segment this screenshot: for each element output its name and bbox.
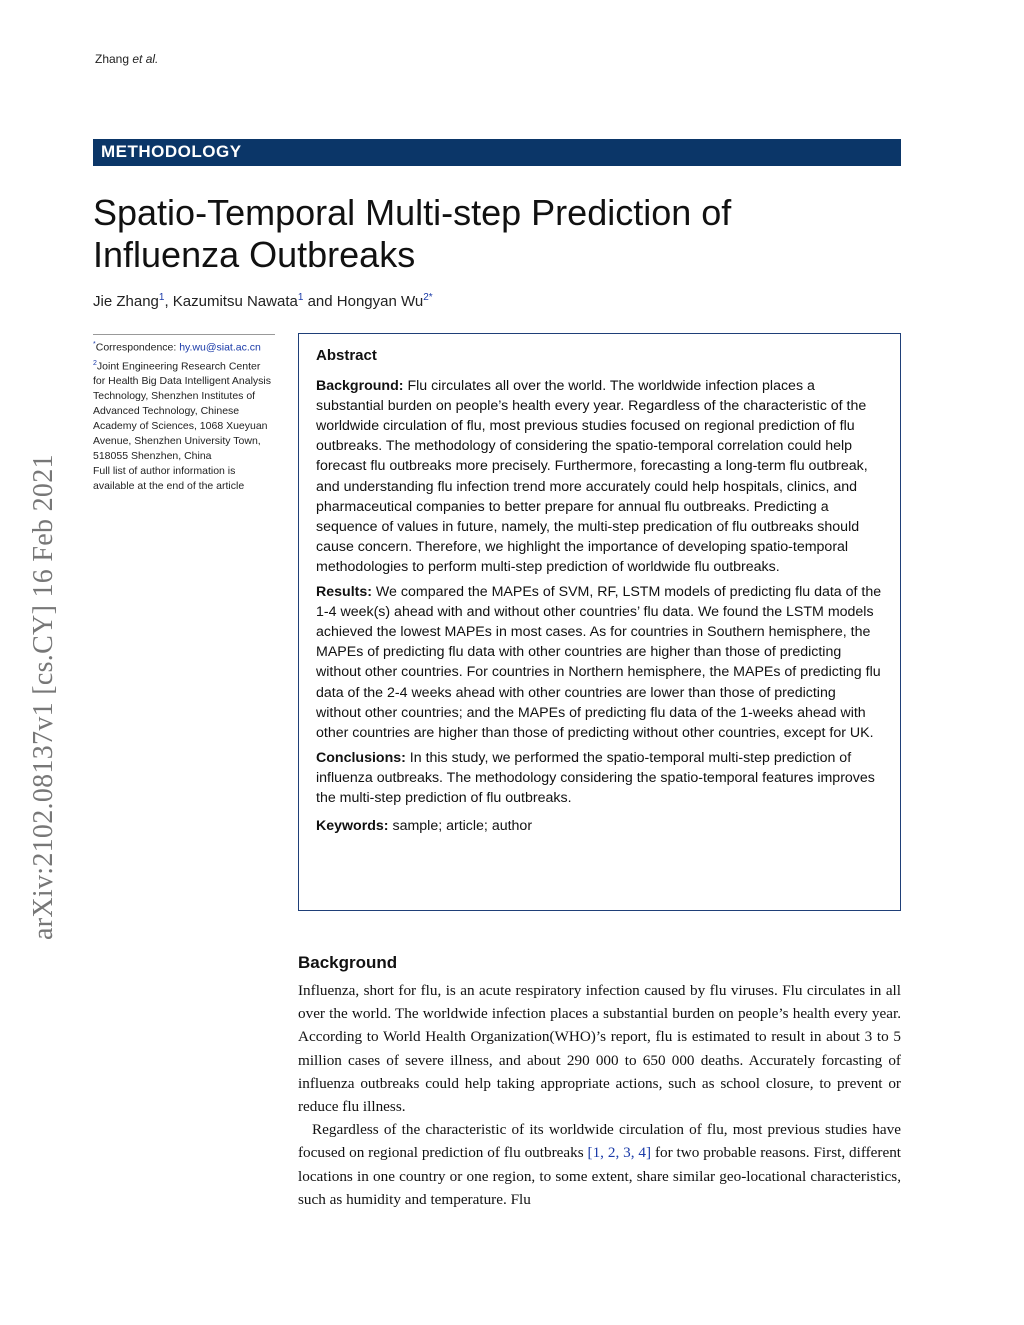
author-separator: and <box>303 293 337 310</box>
affiliation-mark: 2 <box>93 359 97 367</box>
citation-link[interactable]: 4 <box>638 1144 647 1162</box>
body-paragraph <box>298 1118 901 1211</box>
abstract-background <box>316 376 883 577</box>
abstract-keywords <box>316 816 883 836</box>
abstract-conclusions <box>316 748 883 808</box>
body-text <box>298 979 901 1211</box>
affiliation-link[interactable]: 1 <box>158 292 165 303</box>
running-head-author: Zhang <box>95 52 130 66</box>
correspondence-mark: * <box>93 341 96 348</box>
author-name: Hongyan Wu <box>336 293 424 310</box>
paper-title: Spatio-Temporal Multi-step Prediction of Influenza Outbreaks <box>93 192 732 275</box>
body-paragraph-text: Regardless of the characteristic of its worldwide circulation of flu, most previous studies have focused on regional prediction of flu outbreaks <box>298 1121 901 1162</box>
citation-link[interactable]: 3 <box>623 1144 631 1162</box>
body-paragraph: Influenza, short for flu, is an acute respiratory infection caused by flu viruses. Flu circulates in all over the world. The worldwide infection places a substantial burden on people’s health every year. According to World Health Organization(WHO)’s report, flu is estimated to result in about 3 to 5 million cases of severe illness, and about 290 000 to 650 000 deaths. Accurately forcasting of influenza outbreaks could help taking appropriate actions, such as school closure, to prevent or reduce flu illness. <box>298 982 901 1116</box>
abstract-background-label: Background: <box>316 378 404 395</box>
author-list <box>93 292 433 310</box>
affiliation-link[interactable]: 1 <box>297 292 304 303</box>
citation-link[interactable]: 2 <box>607 1144 616 1162</box>
author-name: Kazumitsu Nawata <box>172 293 298 310</box>
abstract-heading: Abstract <box>316 347 377 364</box>
abstract-results-label: Results: <box>316 584 372 601</box>
correspondence-email-link[interactable]: hy.wu@siat.ac.cn <box>179 341 261 354</box>
correspondence <box>93 337 275 356</box>
running-head-etal: et al. <box>132 52 159 66</box>
abstract-keywords-label: Keywords: <box>316 818 389 835</box>
abstract-background-text: Flu circulates all over the world. The worldwide infection places a substantial burden on people’s health every year. Regardless of the characteristic of the worldwide circulation of flu, most previous studies focused on regional prediction of flu outbreaks. The methodology of considering the spatio-temporal correlation could help forecast flu outbreaks more precisely. Furthermore, forecasting a long-term flu outbreak, and understanding flu infection trend more accurately could help hospitals, clinics, and pharmaceutical companies to better prepare for annual flu outbreaks. Predicting a sequence of values in future, namely, the multi-step predication of flu outbreaks should cause concern. Therefore, we highlight the importance of developing spatio-temporal methodologies to perform multi-step prediction of worldwide flu outbreaks. <box>316 378 868 575</box>
citation-group: [1, 2, 3, 4] <box>587 1144 652 1162</box>
affiliation-text: Joint Engineering Research Center for Health Big Data Intelligent Analysis Technology, Shenzhen Institutes of Advanced Technology, Chinese Academy of Sciences, 1068 Xueyuan Avenue, Shenzhen University Town, 518055 Shenzhen, China <box>93 360 272 462</box>
abstract-keywords-text: sample; article; author <box>388 818 533 835</box>
author-separator: , <box>164 293 173 310</box>
running-head <box>95 52 158 66</box>
abstract-box <box>298 333 901 911</box>
citation-link[interactable]: 1 <box>592 1144 601 1162</box>
abstract-results-text: We compared the MAPEs of SVM, RF, LSTM models of predicting flu data of the 1-4 week(s) ahead with and without other countries’ flu data. We found the LSTM models achieved the lowest MAPEs in most cases. As for countries in Southern hemisphere, the MAPEs of predicting flu data with other countries are higher than those of predicting without other countries. For countries in Northern hemisphere, the MAPEs of predicting flu data of the 2-4 weeks ahead with other countries are lower than those of predicting without other countries; and the MAPEs of predicting flu data of the 1-weeks ahead with other countries are higher than those of predicting without other countries, except for UK. <box>316 584 882 741</box>
author-name: Jie Zhang <box>93 293 159 310</box>
body-paragraph-text: for two probable reasons. First, different locations in one country or one region, to some extent, share similar geo-locational characteristics, such as humidity and temperature. Flu <box>298 1144 902 1208</box>
section-heading-background: Background <box>298 953 398 972</box>
affiliation <box>93 356 275 465</box>
full-author-list-note: Full list of author information is available at the end of the article <box>93 465 245 492</box>
author-info-sidebar <box>93 334 275 494</box>
arxiv-identifier-stamp[interactable]: arXiv:2102.08137v1 [cs.CY] 16 Feb 2021 <box>28 454 59 940</box>
abstract-conclusions-text: In this study, we performed the spatio-temporal multi-step prediction of influenza outbreaks. The methodology considering the spatio-temporal features improves the multi-step prediction of flu outbreaks. <box>316 749 875 806</box>
affiliation-link[interactable]: 2* <box>423 292 433 303</box>
abstract-results <box>316 582 883 743</box>
correspondence-label: Correspondence: <box>95 341 180 354</box>
abstract-conclusions-label: Conclusions: <box>316 749 406 766</box>
section-label: METHODOLOGY <box>93 139 901 166</box>
